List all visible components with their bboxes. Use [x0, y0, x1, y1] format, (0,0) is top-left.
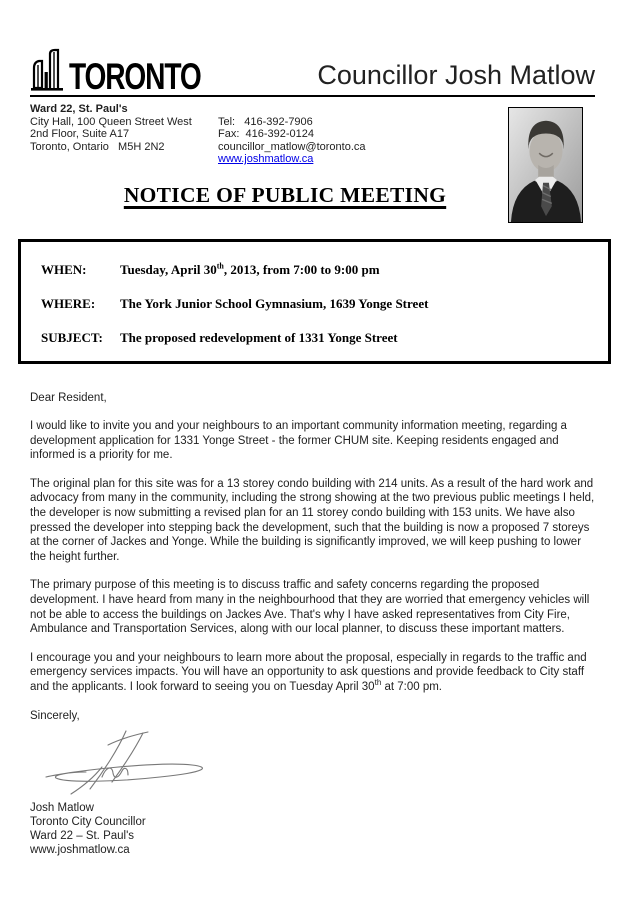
- toronto-city-hall-logo-icon: [30, 46, 64, 92]
- masthead: [30, 46, 595, 97]
- meeting-where-row: [41, 296, 600, 312]
- councillor-photo: [508, 107, 583, 223]
- meeting-subject-row: [41, 330, 600, 346]
- office-address: [30, 103, 218, 166]
- where-value: The York Junior School Gymnasium, 1639 Yonge Street: [120, 295, 429, 311]
- address-line-3: Toronto, Ontario M5H 2N2: [30, 140, 165, 153]
- meeting-details-box: [18, 239, 611, 364]
- where-label: WHERE:: [41, 295, 96, 311]
- paragraph-4: I encourage you and your neighbours to learn more about the proposal, especially in regards to the traffic and emergency services impacts. You will have an opportunity to ask questions and provide feedback to City staff and the applicants. I look forward to seeing you on Tuesday April 30th at 7:00 pm.: [30, 651, 587, 693]
- website-link[interactable]: www.joshmatlow.ca: [218, 153, 314, 165]
- letter-body: [30, 391, 597, 858]
- notice-title: NOTICE OF PUBLIC MEETING: [123, 182, 447, 207]
- toronto-wordmark: TORONTO: [69, 56, 201, 98]
- signature-block: [30, 801, 597, 857]
- fax-number: Fax: 416-392-0124: [218, 128, 315, 140]
- paragraph-2: The original plan for this site was for a 13 storey condo building with 214 units. As a result of the hard work and advocacy from many in the community, including the strong showing at the two previous public meetings I held, the developer is now submitting a revised plan for an 11 storey condo building with 153 units. We have also pressed the developer into stepping back the development, such that the building is now a proposed 7 storeys at the corner of Jackes and Yonge. While the building is significantly improved, we will keep pushing to lower the height further.: [30, 477, 595, 563]
- signer-ward: Ward 22 – St. Paul's: [30, 830, 135, 843]
- salutation: Dear Resident,: [30, 391, 107, 404]
- paragraph-1: I would like to invite you and your neighbours to an important community information meeting, regarding a development application for 1331 Yonge Street - the former CHUM site. Keeping residents engaged and informed is a priority for me.: [30, 420, 567, 462]
- contact-details: [218, 103, 366, 166]
- signer-title: Toronto City Councillor: [30, 816, 146, 829]
- address-line-2: 2nd Floor, Suite A17: [30, 128, 130, 140]
- subject-value: The proposed redevelopment of 1331 Yonge Street: [120, 329, 398, 345]
- subject-label: SUBJECT:: [41, 329, 103, 345]
- signer-website: www.joshmatlow.ca: [30, 844, 130, 857]
- paragraph-3: The primary purpose of this meeting is to discuss traffic and safety concerns regarding the proposed development. I have heard from many in the neighbourhood that they are worried that emergency vehicles will not be able to access the buildings on Jackes Ave. That's why I have asked representatives from City Fire, Ambulance and Transportation Services, along with our local planner, to discuss these important matters.: [30, 579, 590, 636]
- address-line-1: City Hall, 100 Queen Street West: [30, 115, 192, 128]
- handwritten-signature: [40, 727, 597, 795]
- when-label: WHEN:: [41, 261, 87, 277]
- toronto-logo: [30, 46, 242, 98]
- telephone-number: Tel: 416-392-7906: [218, 115, 313, 128]
- closing: Sincerely,: [30, 709, 80, 722]
- email-address: councillor_matlow@toronto.ca: [218, 140, 366, 153]
- signer-name: Josh Matlow: [30, 802, 94, 815]
- when-value: Tuesday, April 30th, 2013, from 7:00 to 9:00 pm: [120, 261, 380, 277]
- councillor-name: Councillor Josh Matlow: [317, 60, 595, 90]
- meeting-when-row: [41, 262, 600, 278]
- ward-line: Ward 22, St. Paul's: [30, 103, 128, 115]
